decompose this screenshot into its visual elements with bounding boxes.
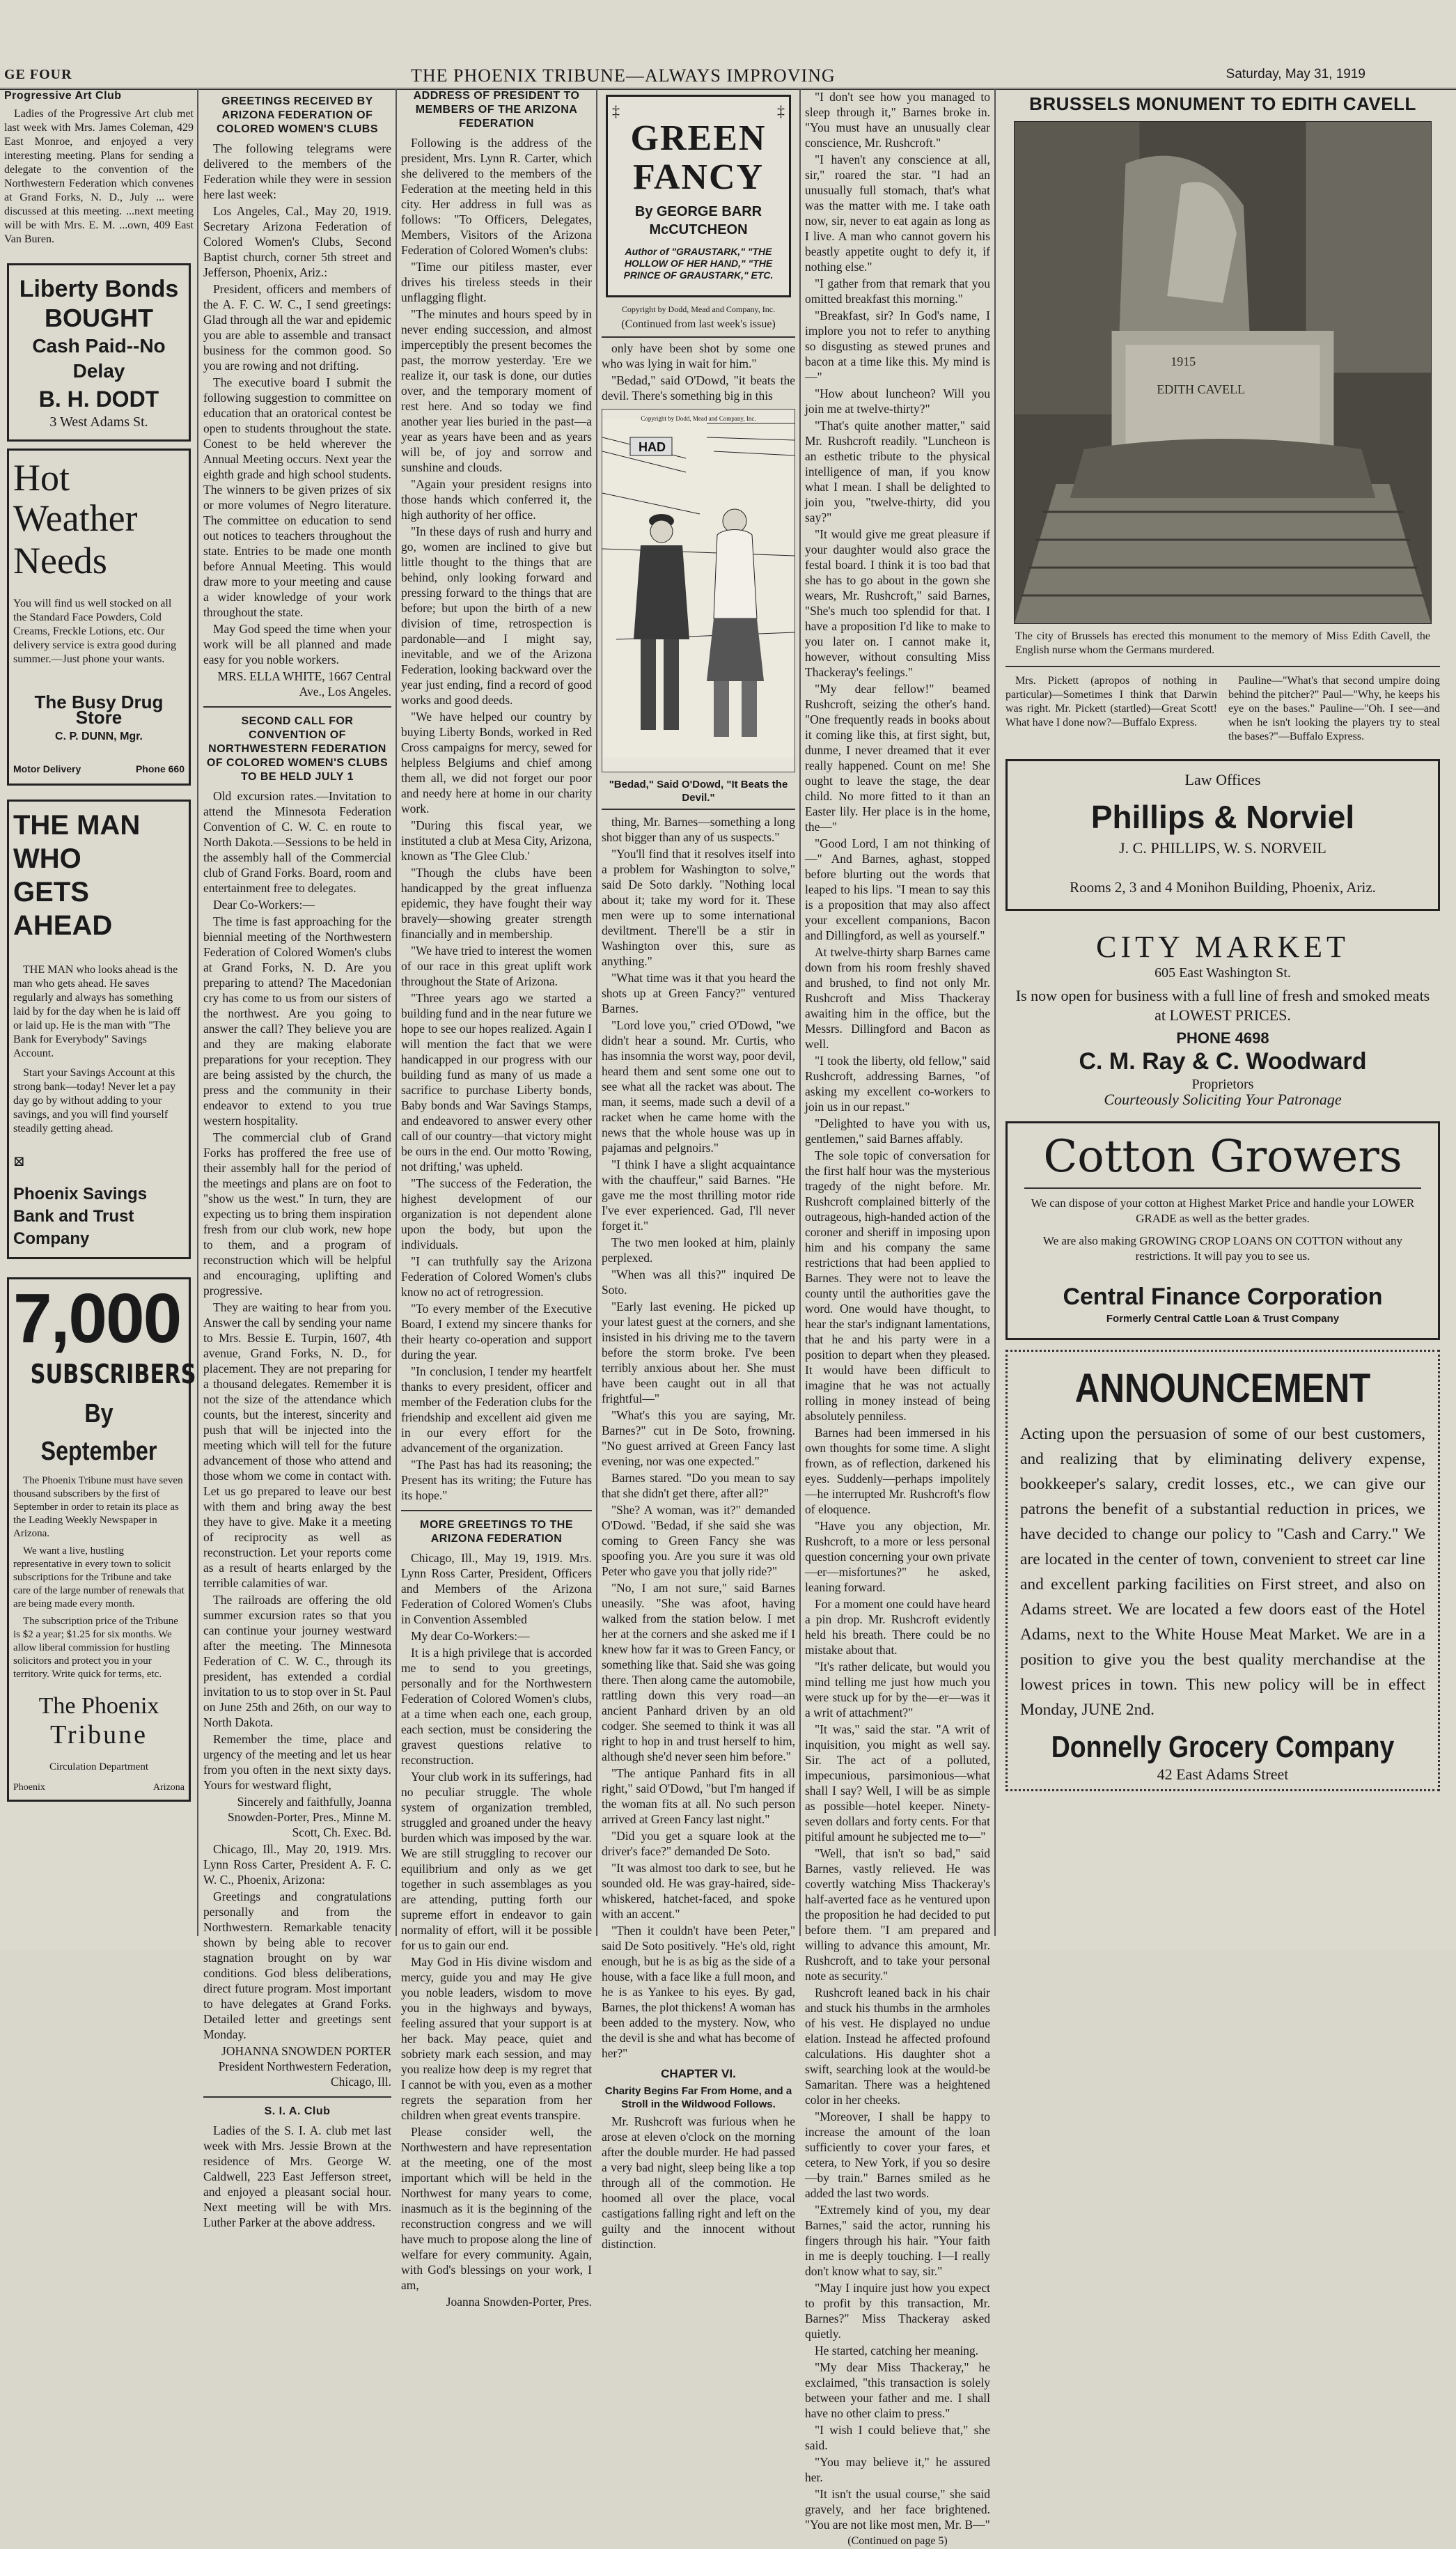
story-paragraph: "Delighted to have you with us, gentlemen," said Barnes affably. bbox=[805, 1116, 990, 1146]
ad-business-name: Tribune bbox=[50, 1720, 148, 1749]
serial-title: FANCY bbox=[632, 157, 765, 197]
article-paragraph: "Again your president resigns into those hands which conferred it, the high authority of her office. bbox=[401, 477, 592, 522]
serial-author-credits: Author of "GRAUSTARK," "THE HOLLOW OF HER HAND," "THE PRINCE OF GRAUSTARK," ETC. bbox=[623, 246, 774, 281]
ornament-icon: ‡ bbox=[777, 102, 785, 120]
column-ads-left bbox=[4, 89, 194, 1936]
article-paragraph: "In conclusion, I tender my heartfelt thanks to every president, officer and member of the Federation clubs for the friendship and excellent aid given me in our every effort for the advancement of the organization. bbox=[401, 1364, 592, 1455]
serial-copyright: Copyright by Dodd, Mead and Company, Inc. bbox=[621, 304, 776, 314]
story-paragraph: "Did you get a square look at the driver's face?" demanded De Soto. bbox=[602, 1829, 795, 1858]
ad-address: 605 East Washington St. bbox=[1154, 965, 1291, 981]
monument-carving: EDITH CAVELL bbox=[1157, 382, 1246, 397]
article-signature: Joanna Snowden-Porter, Pres. bbox=[446, 2295, 592, 2309]
article-paragraph: "The Past has had its reasoning; the Present has its writing; the Future has its hope." bbox=[401, 1458, 592, 1502]
article-paragraph: My dear Co-Workers:— bbox=[411, 1629, 530, 1643]
story-paragraph: "It's rather delicate, but would you mind telling me just how much you were stuck up for by the—er—was it a writ of attachment?" bbox=[805, 1660, 990, 1720]
ad-phone: PHONE 4698 bbox=[1176, 1029, 1269, 1047]
story-paragraph: "It isn't the usual course," she said gravely, and her face brightened. "You are not like most men, Mr. B—" bbox=[805, 2487, 990, 2532]
story-paragraph: "It was," said the star. "A writ of inquisition, you might as well say. Sir. The act of a polluted, impecunious, parsimonious—what shall I say? Well, I will be as simple as possible—hotel keeper. Ninety-seven dollars and forty cents. For that pitiful amount he subjected me to—" bbox=[805, 1722, 990, 1843]
illustration-sign-text: HAD bbox=[639, 440, 666, 454]
ad-headline: Weather bbox=[13, 497, 138, 539]
illustration-copyright: Copyright by Dodd, Mead and Company, Inc. bbox=[641, 415, 756, 422]
article-paragraph: Chicago, Ill., May 20, 1919. Mrs. Lynn Ross Carter, President A. F. C. W. C., Phoenix, Arizona: bbox=[203, 1842, 391, 1887]
story-paragraph: "Breakfast, sir? In God's name, I implore you not to refer to anything so disgusting as stewed prunes and bacon at a time like this. My mind is—" bbox=[805, 309, 990, 384]
article-paragraph: "We have helped our country by buying Liberty Bonds, worked in Red Cross campaigns for mercy, sewed for helpless Belgiums and chief among them all, we did not forget our poor and needy here at home in our charity work. bbox=[401, 710, 592, 816]
article-paragraph: Chicago, Ill., May 19, 1919. Mrs. Lynn Ross Carter, President, Officers and Members of the Arizona Federation of Colored Women's Clubs in Convention Assembled bbox=[401, 1551, 592, 1626]
story-paragraph: "I haven't any conscience at all, sir," roared the star. "I had an unusually full stomach, that's what was the matter with me. I take oath now, sir, never to eat again as long as I live. A man who cannot govern his beastly appetite ought to defy it, if nothing else." bbox=[805, 153, 990, 274]
article-paragraph: The executive board I submit the following suggestion to committee on education that an oratorical contest be open to students throughout the state. Conest to be held wherever the Annual Meeting occurs. Next year the eighth grade and high school students. The winners to be given prizes of six or more volumes of Negro literature. The committee on education to send out notices to teachers throughout the state. Entries to be made one month before Annual Meeting. This would draw more to your meeting and cause a wider knowledge of your work throughout the state. bbox=[203, 375, 391, 619]
column-president-address bbox=[401, 89, 592, 2309]
ad-owners: C. M. Ray & C. Woodward bbox=[1079, 1048, 1367, 1075]
issue-date: Saturday, May 31, 1919 bbox=[1226, 67, 1365, 81]
article-paragraph: "Time our pitiless master, ever drives his tireless steeds in their unflagging flight. bbox=[401, 260, 592, 304]
article-heading: S. I. A. Club bbox=[264, 2105, 331, 2117]
ad-body: We are also making GROWING CROP LOANS ON COTTON without any restrictions. It will pay you to see us. bbox=[1042, 1234, 1403, 1263]
story-paragraph: "You'll find that it resolves itself into a problem for Washington to solve," said De Soto darkly. "Nothing local about it; take my word for it. These men were up to some international deviltment. There'll be a stir in Washington over this, sure as anything." bbox=[602, 847, 795, 968]
ad-department: Circulation Department bbox=[49, 1761, 149, 1772]
article-paragraph: The railroads are offering the old summer excursion rates so that you can continue your journey westward after the meeting. The Minnesota Federation of C. W. C., through its president, has extended a cordial invitation to us to stop over in St. Paul on June 25th and 26th, on our way to North Dakota. bbox=[203, 1593, 391, 1729]
article-paragraph: Ladies of the S. I. A. club met last week with Mrs. Jessie Brown at the residence of Mrs. George W. Caldwell, 223 East Jefferson street, and enjoyed a pleasant social hour. Next meeting will be with Mrs. Luther Parker at the above address. bbox=[203, 2123, 391, 2229]
story-paragraph: "I wish I could believe that," she said. bbox=[805, 2423, 990, 2452]
story-paragraph: "Early last evening. He picked up your latest guest at the corners, and she insisted in his driving me to the tavern before the storm broke. I've been terribly anxious about her. She must have been caught out in all that frightful—" bbox=[602, 1300, 795, 1405]
ad-body: You will find us well stocked on all the Standard Face Powders, Cold Creams, Freckle Lotions, etc. Our delivery service is extra good during summer.—Just phone your wants. bbox=[13, 598, 177, 665]
art-club-text: Ladies of the Progressive Art club met last week with Mrs. James Coleman, 429 East Monroe, and enjoyed a very interesting meeting. Plans for sending a delegate to the convention of the Northwestern Federation which convenes at Grand Forks, N. D., July ... were discussed at this meeting. ...next meeting will be with Mrs. E. M. ...own, 409 East Van Buren. bbox=[4, 108, 194, 245]
savings-bank-ad bbox=[7, 800, 191, 1259]
column-rule bbox=[197, 89, 198, 1936]
newspaper-title: THE PHOENIX TRIBUNE—ALWAYS IMPROVING bbox=[411, 65, 836, 86]
ad-slogan: Courteously Soliciting Your Patronage bbox=[1104, 1091, 1342, 1108]
article-paragraph: Remember the time, place and urgency of the meeting and let us hear from you often in the next sixty days. Yours for westward flight, bbox=[203, 1732, 391, 1792]
column-serial-continued bbox=[805, 89, 990, 2547]
column-federation-greetings bbox=[203, 89, 391, 2229]
column-rule bbox=[596, 89, 597, 1936]
ad-delivery: Motor Delivery bbox=[13, 763, 81, 774]
story-paragraph: "I gather from that remark that you omitted breakfast this morning." bbox=[805, 276, 990, 306]
page-label: GE FOUR bbox=[4, 67, 72, 82]
story-paragraph: Rushcroft leaned back in his chair and stuck his thumbs in the armholes of his vest. He displayed no undue elation. Instead he affected profound calculations. His daughter shot a swift, searching look at the would-be Samaritan. There was a heightened color in her cheeks. bbox=[805, 1986, 990, 2107]
article-paragraph: May God speed the time when your work will be all planned and made easy for you noble workers. bbox=[203, 622, 391, 667]
cotton-growers-ad bbox=[1005, 1121, 1440, 1340]
story-paragraph: "It was almost too dark to see, but he sounded old. He was gray-haired, side-whiskered, hatchet-faced, and spoke with an accent." bbox=[602, 1861, 795, 1921]
article-paragraph: Dear Co-Workers:— bbox=[213, 898, 315, 912]
illustration-caption: "Bedad," Said O'Dowd, "It Beats the Devil." bbox=[609, 779, 788, 804]
story-paragraph: "I think I have a slight acquaintance with the chauffeur," said Barnes. "He gave me the most thrilling motor ride I've ever experienced. Gad, I'll never forget it." bbox=[602, 1157, 795, 1233]
story-paragraph: "Extremely kind of you, my dear Barnes," said the actor, running his fingers through his hair. "Your faith in me is deeply touching. I—I really don't know what to say, sir." bbox=[805, 2203, 990, 2278]
ad-heading: Law Offices bbox=[1184, 771, 1261, 788]
ad-body: We can dispose of your cotton at Highest Market Price and handle your LOWER GRADE as well as the better grades. bbox=[1031, 1196, 1415, 1225]
article-paragraph: Please consider well, the Northwestern and have representation at the meeting, one of the most important which will be held in the Northwest for many years to come, inasmuch as it is the beginning of the reconstruction congress and we will have much to propose along the line of welfare for every community. Again, with God's blessings on your work, I am, bbox=[401, 2125, 592, 2292]
article-paragraph: Greetings and congratulations personally and from the Northwestern. Remarkable tenacity shown by being able to recover stagnation brought on by war conditions. God bless deliberations, direct future program. Most important to have delegates at Grand Forks. Detailed letter and greetings sent Monday. bbox=[203, 1889, 391, 2041]
ad-headline: GETS AHEAD bbox=[13, 877, 113, 941]
article-paragraph: Following is the address of the president, Mrs. Lynn R. Carter, which she delivered to the members of the Federation at the meeting held in this city. Her address in full was as follows: "To Officers, Delegates, Members, Visitors of the Arizona Federation of Colored Women's clubs: bbox=[401, 136, 592, 257]
ad-business-name: Phoenix Savings Bank and Trust Company bbox=[13, 1185, 148, 1248]
ad-headline: By September bbox=[40, 1399, 157, 1466]
ad-proprietors-label: Proprietors bbox=[1191, 1077, 1254, 1092]
story-paragraph: "May I inquire just how you expect to profit by this transaction, Mr. Barnes?" Miss Thackeray asked quietly. bbox=[805, 2281, 990, 2341]
ad-business-name: The Busy Drug Store bbox=[34, 692, 164, 728]
monument-image bbox=[1015, 122, 1431, 623]
ad-phone: Phone 660 bbox=[135, 763, 185, 774]
story-paragraph: "Bedad," said O'Dowd, "it beats the devil. There's something big in this bbox=[602, 373, 795, 403]
masthead bbox=[0, 64, 1456, 90]
ad-city: Phoenix bbox=[13, 1782, 45, 1793]
article-paragraph: "To every member of the Executive Board, I extend my sincere thanks for their hearty co-operation and support during the year. bbox=[401, 1302, 592, 1362]
article-paragraph: President, officers and members of the A. F. C. W. C., I send greetings: Glad through all the war and epidemic you are able to assemble and transact business for the common good. So you are rowing and not drifting. bbox=[203, 282, 391, 373]
article-paragraph: "The minutes and hours speed by in never ending succession, and almost imperceptibly the present becomes the past, the morrow yesterday. 'Ere we realize it, our task is done, our duties over, and the temporary moment of rest here. And so today we find another year lies buried in the past—a year as years have been and as years will be, of joy and sorrow and sunshine and clouds. bbox=[401, 307, 592, 474]
ad-body: Acting upon the persuasion of some of our best customers, and realizing that by eliminating delivery expense, bookkeeper's salary, credit losses, etc., we can give our patrons the benefit of a substantial reduction in prices, we have decided to change our policy to "Cash and Carry." We are located in the center of town, convenient to street car line and excellent parking facilities on First street, and also on Adams street. We are located a few doors east of the Hotel Adams, next to the White House Meat Market. We are in a position to give you the best quality merchandise at the lowest prices in town. This new policy will be in effect Monday, JUNE 2nd. bbox=[1020, 1425, 1425, 1719]
article-paragraph: The commercial club of Grand Forks has proffered the free use of their assembly hall for the period of the meetings and plans are on foot to "show us the west." In turn, they are expecting us to bring them inspiration fresh from our club work, new hope to them, and a program of reconstruction which will be helpful and encouraging, uplifting and progressive. bbox=[203, 1130, 391, 1297]
article-paragraph: The time is fast approaching for the biennial meeting of the Northwestern Federation of Colored Women's clubs at Grand Forks, N. D. Are you preparing to attend? The Macedonian cry has come to us from our sisters of the northwest. Are you going to answer the call? They believe you are and they are making elaborate preparations for your reception. They are being assisted by the church, the press and the community in their endeavor to extend to you true western hospitality. bbox=[203, 914, 391, 1128]
ad-business-name: Phillips & Norviel bbox=[1090, 799, 1355, 835]
article-heading: GREETINGS RECEIVED BY ARIZONA FEDERATION OF COLORED WOMEN'S CLUBS bbox=[216, 95, 379, 135]
story-paragraph: "No, I am not sure," said Barnes uneasily. "She was afoot, having walked from the station below. I met her at the corners and she asked me if I knew how far it was to Green Fancy, or something like that. Said she was going there. Then along came the automobile, rattling down this very road—an ancient Panhard driven by an old codger. She seemed to think it was all right to hop in and trust herself to him, although she'd never seen him before." bbox=[602, 1581, 795, 1763]
article-paragraph: "During this fiscal year, we instituted a club at Mesa City, Arizona, known as 'The Glee Club.' bbox=[401, 818, 592, 863]
serial-title-box bbox=[606, 95, 791, 297]
liberty-bonds-ad bbox=[7, 263, 191, 442]
story-paragraph: The sole topic of conversation for the first half hour was the mysterious tragedy of the night before. Mr. Rushcroft complained bitterly of the outrageous, high-handed action of the coroner and sheriff in imposing upon him and his company the same restrictions that had been applied to Barnes. They were not to leave the county until the authorities gave the word. One would have thought, to hear the star's indignant lamentations, that he and his party were in a position to depart when they pleased. It would have been difficult to imagine that he was not actually rolling in money instead of being absolutely penniless. bbox=[805, 1148, 990, 1423]
ad-headline: THE MAN WHO bbox=[13, 810, 141, 874]
ad-body: Is now open for business with a full line of fresh and smoked meats at LOWEST PRICES. bbox=[1015, 987, 1430, 1024]
ornament-icon: ‡ bbox=[612, 102, 620, 120]
ad-headline: ANNOUNCEMENT bbox=[1074, 1366, 1371, 1411]
article-heading: ADDRESS OF PRESIDENT TO MEMBERS OF THE ARIZONA FEDERATION bbox=[413, 90, 580, 130]
story-paragraph: "Then it couldn't have been Peter," said De Soto positively. "He's old, right enough, but he is as big as the side of a house, with a face like a full moon, and he is as Yankee to his eyes. By gad, Barnes, the plot thickens! A woman has been added to the mystery. Now, who the devil is she and what has become of her?" bbox=[602, 1924, 795, 2060]
story-paragraph: At twelve-thirty sharp Barnes came down from his room freshly shaved and brushed, to find not only Mr. Rushcroft and Miss Thackeray awaiting him in the office, but the Messrs. Dillingford and Bacon as well. bbox=[805, 945, 990, 1051]
article-paragraph: "We have tried to interest the women of our race in this great uplift work throughout the State of Arizona. bbox=[401, 944, 592, 988]
art-club-heading: Progressive Art Club bbox=[4, 90, 122, 102]
joke-text: Mrs. Pickett (apropos of nothing in particular)—Sometimes I think that Darwin was right. Mr. Pickett (startled)—Great Scott! What have I done now?—Buffalo Express. bbox=[1005, 675, 1217, 728]
city-market-ad bbox=[1005, 925, 1440, 1112]
story-paragraph: "What time was it that you heard the shots up at Green Fancy?" ventured Barnes. bbox=[602, 971, 795, 1015]
article-paragraph: The following telegrams were delivered to the members of the Federation while they were in session here last week: bbox=[203, 141, 391, 201]
ad-former-name: Formerly Central Cattle Loan & Trust Company bbox=[1106, 1313, 1340, 1325]
monument-heading: BRUSSELS MONUMENT TO EDITH CAVELL bbox=[1029, 93, 1416, 114]
story-paragraph: "She? A woman, was it?" demanded O'Dowd. "Bedad, if she said she was coming to Green Fancy she was spoofing you. Are you sure it was old Peter who gave you that jolly ride?" bbox=[602, 1503, 795, 1578]
article-paragraph: Los Angeles, Cal., May 20, 1919. Secretary Arizona Federation of Colored Women's Clubs, Second Baptist church, corner 5th street and Jefferson, Phoenix, Ariz.: bbox=[203, 204, 391, 279]
hot-weather-ad bbox=[7, 449, 191, 786]
ad-number: 7,000 bbox=[13, 1279, 181, 1357]
story-paragraph: "Have you any objection, Mr. Rushcroft, to a more or less personal question concerning your own private—er—misfortunes?" he asked, leaning forward. bbox=[805, 1519, 990, 1594]
article-paragraph: "The success of the Federation, the highest development of our organization is not dependent alone upon the body, but upon the individuals. bbox=[401, 1176, 592, 1252]
ad-body: Start your Savings Account at this strong bank—today! Never let a pay day go by without adding to your savings, and you will find yourself steadily getting ahead. bbox=[13, 1067, 176, 1135]
story-paragraph: "My dear Miss Thackeray," he exclaimed, "this transaction is solely between your father and me. I shall have no other claim to press." bbox=[805, 2360, 990, 2420]
ad-headline: Hot bbox=[13, 457, 70, 499]
story-paragraph: "I took the liberty, old fellow," said Rushcroft, addressing Barnes, "of asking my excellent co-workers to join us in our repast." bbox=[805, 1054, 990, 1114]
story-paragraph: "How about luncheon? Will you join me at twelve-thirty?" bbox=[805, 387, 990, 416]
ad-headline: Liberty Bonds bbox=[19, 276, 179, 302]
story-paragraph: "Good Lord, I am not thinking of—" And Barnes, aghast, stopped before blurting out the words that leaped to his lips. "I mean to say this is a proposition that may also affect your excellent companions, Bacon and Dillingford, as well as yourself." bbox=[805, 836, 990, 942]
ad-business-name: B. H. DODT bbox=[38, 387, 159, 412]
joke-text: Pauline—"What's that second umpire doing behind the pitcher?" Paul—"Why, he keeps his eye on the bases." Pauline—"Oh. I see—and when he isn't looking the players try to steal the bases?"—Buffalo Express. bbox=[1228, 675, 1440, 742]
ad-address: Rooms 2, 3 and 4 Monihon Building, Phoenix, Ariz. bbox=[1070, 879, 1376, 896]
ad-business-name: Central Finance Corporation bbox=[1063, 1284, 1383, 1310]
article-paragraph: Your club work in its sufferings, had no peculiar struggle. The whole system of organization trembled, struggled and groaned under the heavy burden which was imposed by the war. We are still struggling to recover our equilibrium and only as we get together in such assemblages as you are attending, putting forth our supreme effort in endeavor to gain normality of effort, will it be possible for us to gain our end. bbox=[401, 1770, 592, 1952]
story-paragraph: "It would give me great pleasure if your daughter would also grace the festal board. I think it is too bad that she has to go about in the gown she wears, Mr. Rushcroft," said Barnes, "She's much too splendid for that. I have a proposition I'd like to make to you later on. I cannot make it, however, without consulting Miss Thackeray's feelings." bbox=[805, 527, 990, 679]
chapter-heading: CHAPTER VI. bbox=[661, 2067, 736, 2080]
ad-headline: BOUGHT bbox=[45, 304, 153, 332]
story-paragraph: only have been shot by some one who was lying in wait for him." bbox=[602, 341, 795, 371]
continued-notice: (Continued on page 5) bbox=[847, 2535, 948, 2547]
ad-partners: J. C. PHILLIPS, W. S. NORVEIL bbox=[1119, 839, 1326, 857]
ad-manager: C. P. DUNN, Mgr. bbox=[55, 731, 143, 742]
article-paragraph: "Though the clubs have been handicapped by the great influenza epidemic, they have fought their way bravely—showing greater strength financially and in membership. bbox=[401, 866, 592, 941]
article-paragraph: "Three years ago we started a building fund and in the near future we hope to see our hopes realized. Again I will mention the fact that we were handicapped in our progress with our building fund as many of us made a sacrifice to purchase Liberty bonds, Baby bonds and War Savings Stamps, and endeavored to answer every other call of our country—that victory might be ours in the end. Our motto 'Rowing, not drifting,' was upheld. bbox=[401, 991, 592, 1174]
story-paragraph: "Lord love you," cried O'Dowd, "we didn't hear a sound. Mr. Curtis, who has insomnia the worst way, poor devil, heard them and sent some one out to see what all the racket was about. The man, it seems, made such a devil of a racket when he came home with the news that the whole house was up in pajamas and pelgnoirs." bbox=[602, 1018, 795, 1155]
monument-carving: 1915 bbox=[1171, 354, 1196, 369]
chapter-subheading: Charity Begins Far From Home, and a Stroll in the Wildwood Follows. bbox=[604, 2085, 792, 2110]
ad-business-name: The Phoenix bbox=[38, 1693, 159, 1719]
article-paragraph: May God in His divine wisdom and mercy, guide you and may He give you noble leaders, wisdom to move you in the highways and byways, feeling assured that your support is at her back. May peace, quiet and sobriety mark each session, and may you realize how deep is my regret that I cannot be with you, even as a mother regrets the separation from her children when great events transpire. bbox=[401, 1955, 592, 2122]
ad-body: We want a live, hustling representative in every town to solicit subscriptions for the Tribune and take care of the large number of renewals that are being made every month. bbox=[13, 1545, 185, 1609]
column-right-ads bbox=[1000, 89, 1446, 1936]
serial-continued: (Continued from last week's issue) bbox=[621, 318, 776, 330]
article-heading: SECOND CALL FOR CONVENTION OF NORTHWESTERN FEDERATION OF COLORED WOMEN'S CLUBS TO BE HELD JULY 1 bbox=[206, 715, 389, 783]
ad-body: The subscription price of the Tribune is $2 a year; $1.25 for six months. We allow liberal commission for hustling solicitors and protect you in your territory. Write quick for terms, etc. bbox=[13, 1616, 178, 1680]
article-signature: JOHANNA SNOWDEN PORTER President Northwestern Federation, Chicago, Ill. bbox=[218, 2044, 391, 2089]
article-paragraph: They are waiting to hear from you. Answer the call by sending your name to Mrs. Bessie E. Turpin, 1607, 4th avenue, Grand Forks, N. D., for placement. They are not preparing for a thousand delegates. Remember it is not the size of the attendance which counts, but the interest, sincerity and push that will be injected into the meeting which will tell for the future advancement of those who attend and those whom we come in contact with. Let us go prepared to leave our best with them and bring away the best they have to give. Make it a meeting of reciprocity as well as reconstruction. Let your reports come as a result of hearts enlarged by the terrible calamities of war. bbox=[203, 1300, 391, 1590]
ad-business-name: CITY MARKET bbox=[1096, 930, 1349, 964]
article-signature: Sincerely and faithfully, Joanna Snowden-Porter, Pres., Minne M. Scott, Ch. Exec. Bd. bbox=[227, 1795, 391, 1839]
law-offices-ad bbox=[1005, 759, 1440, 911]
story-paragraph: The two men looked at him, plainly perplexed. bbox=[602, 1235, 795, 1265]
article-signature: MRS. ELLA WHITE, 1667 Central Ave., Los Angeles. bbox=[217, 669, 391, 699]
ad-address: 42 East Adams Street bbox=[1157, 1765, 1289, 1783]
story-paragraph: He started, catching her meaning. bbox=[815, 2344, 979, 2357]
bank-logo-icon: ⊠ bbox=[13, 1154, 25, 1169]
ad-headline: SUBSCRIBERS bbox=[30, 1359, 196, 1389]
column-rule bbox=[799, 89, 801, 1936]
story-paragraph: "That's quite another matter," said Mr. Rushcroft readily. "Luncheon is an esthetic tribute to the physical intelligence of man, if you know what I mean. I shall be delighted to join you, "twelve-thirty, did you say?" bbox=[805, 419, 990, 524]
serial-byline: By GEORGE BARR McCUTCHEON bbox=[634, 204, 762, 237]
serial-title: GREEN bbox=[630, 118, 767, 158]
story-paragraph: thing, Mr. Barnes—something a long shot bigger than any of us suspects." bbox=[602, 815, 795, 844]
monument-photo bbox=[1014, 121, 1432, 624]
article-paragraph: "I can truthfully say the Arizona Federation of Colored Women's clubs know no act of retrogression. bbox=[401, 1254, 592, 1299]
article-paragraph: It is a high privilege that is accorded me to send to you greetings, personally and for the Northwestern Federation of Colored Women's clubs, at a time when each one, each group, each section, must be considering the gravest questions relative to reconstruction. bbox=[401, 1646, 592, 1767]
story-paragraph: "The antique Panhard fits in all right," said O'Dowd, "but I'm hanged if the woman fits at all. No such person arrived at Green Fancy last night." bbox=[602, 1766, 795, 1826]
story-paragraph: "What's this you are saying, Mr. Barnes?" cut in De Soto, frowning. "No guest arrived at Green Fancy last evening, nor was one expected." bbox=[602, 1408, 795, 1468]
ad-headline: Cotton Growers bbox=[1043, 1131, 1402, 1183]
story-paragraph: "You may believe it," he assured her. bbox=[805, 2455, 990, 2484]
ad-subline: Cash Paid--No Delay bbox=[32, 335, 166, 382]
ad-business-name: Donnelly Grocery Company bbox=[1051, 1730, 1395, 1764]
story-paragraph: "My dear fellow!" beamed Rushcroft, seizing the other's hand. "One frequently reads in books about it coming like this, at first sight, but, dunme, I never dreamed that it ever really happened. Count on me! She ought to leave the stage, the dear child. No more fitted to it than an Easter lily. Her place is in the home, the—" bbox=[805, 682, 990, 834]
two-men-illustration bbox=[602, 410, 794, 758]
ad-body: The Phoenix Tribune must have seven thousand subscribers by the first of September in order to retain its place as the Leading Weekly Newspaper in Arizona. bbox=[13, 1475, 183, 1539]
story-paragraph: "When was all this?" inquired De Soto. bbox=[602, 1268, 795, 1297]
ad-headline: Needs bbox=[13, 540, 107, 582]
story-paragraph: Barnes had been immersed in his own thoughts for some time. A slight frown, as of reflection, darkened his eyes. Suddenly—perhaps impolitely—he interrupted Mr. Rushcroft's flow of eloquence. bbox=[805, 1426, 990, 1516]
article-paragraph: Old excursion rates.—Invitation to attend the Minnesota Federation Convention of C. W. C. en route to North Dakota.—Sessions to be held in the assembly hall of the Commercial club of Grand Forks. Board, room and entertainment free to delegates. bbox=[203, 789, 391, 895]
article-paragraph: "In these days of rush and hurry and go, women are inclined to give but little thought to the things that are behind, only looking forward and pressing forward to the things that are before; but upon the birth of a new division of time, retrospection is pardonable—and I might say, inevitable, and we of the Arizona Federation, looking backward over the year just ending, find a record of good works and good deeds. bbox=[401, 524, 592, 707]
ad-state: Arizona bbox=[152, 1782, 185, 1793]
story-paragraph: For a moment one could have heard a pin drop. Mr. Rushcroft evidently held his breath. There could be no mistake about that. bbox=[805, 1597, 990, 1657]
article-heading: MORE GREETINGS TO THE ARIZONA FEDERATION bbox=[420, 1519, 573, 1545]
ad-body: THE MAN who looks ahead is the man who gets ahead. He saves regularly and always has something laid by for the day when he is laid off or laid up. He is the man with "The Bank for Everybody" Savings Account. bbox=[13, 964, 181, 1059]
column-rule bbox=[994, 89, 996, 1936]
story-illustration bbox=[602, 409, 795, 772]
story-paragraph: Barnes stared. "Do you mean to say that she didn't get there, after all?" bbox=[602, 1471, 795, 1500]
monument-caption: The city of Brussels has erected this monument to the memory of Miss Edith Cavell, the English nurse whom the Germans murdered. bbox=[1015, 630, 1430, 656]
story-paragraph: "Well, that isn't so bad," said Barnes, vastly relieved. He was covertly watching Miss Thackeray's half-averted face as he ventured upon the proposition he had decided to put before them. "I am prepared and willing to advance this amount, Mr. Rushcroft, and to take your personal note as security." bbox=[805, 1846, 990, 1983]
ad-address: 3 West Adams St. bbox=[49, 414, 148, 430]
grocery-announcement-ad bbox=[1005, 1350, 1440, 1791]
column-rule bbox=[396, 89, 397, 1936]
story-paragraph: "I don't see how you managed to sleep through it," Barnes broke in. "You must have an unusually clear conscience, Mr. Rushcroft." bbox=[805, 90, 990, 150]
subscribers-ad bbox=[7, 1277, 196, 1802]
story-paragraph: "Moreover, I shall be happy to increase the amount of the loan sufficiently to cover your fares, et cetera, to New York, if you so desire—by train." Barnes smiled as he added the last two words. bbox=[805, 2110, 990, 2200]
story-paragraph: Mr. Rushcroft was furious when he arose at eleven o'clock on the morning after the double murder. He had passed a very bad night, sleep being like a top through all of the commotion. He hoomed all over the place, vocal castigations falling right and left on the guilty and the innocent without distinction. bbox=[602, 2114, 795, 2251]
column-serial-story bbox=[602, 89, 795, 2251]
